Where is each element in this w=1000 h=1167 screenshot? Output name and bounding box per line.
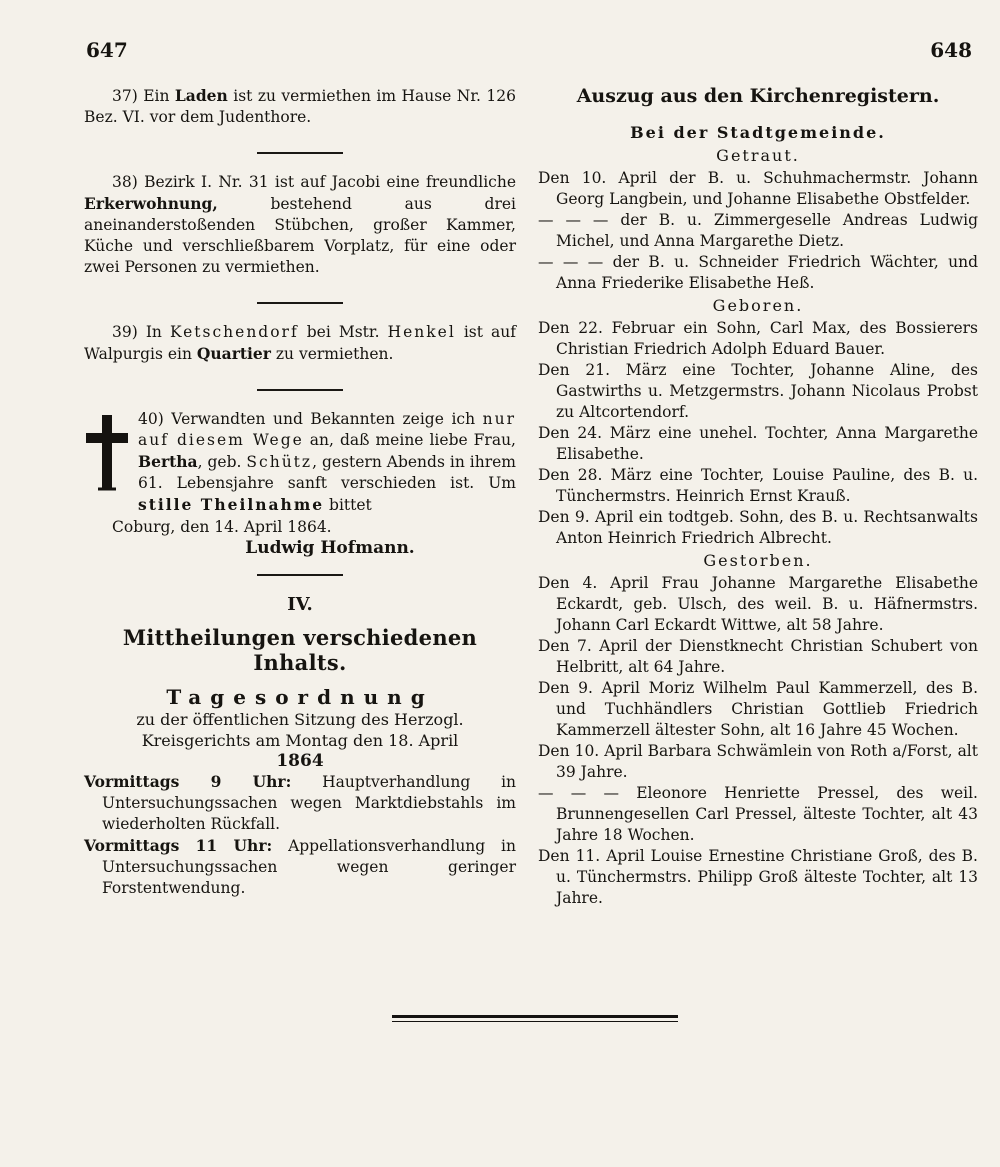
ad-39: 39) In Ketschendorf bei Mstr. Henkel ist auf Walpurgis ein Quartier zu vermiethen. bbox=[84, 323, 516, 363]
ad-40-place-date: Coburg, den 14. April 1864. bbox=[112, 518, 332, 536]
born-list bbox=[538, 318, 978, 549]
list-item: Den 10. April der B. u. Schuhmachermstr. Johann Georg Langbein, und Johanne Elisabethe Obstfelder. bbox=[538, 169, 978, 208]
closing-rule-thin bbox=[392, 1021, 678, 1022]
list-item: Den 24. März eine unehel. Tochter, Anna Margarethe Elisabethe. bbox=[538, 424, 978, 463]
ad-40-text: 40) Verwandten und Bekannten zeige ich nur auf diesem Wege an, daß meine liebe Frau, Bertha, geb. Schütz, gestern Abends in ihrem 61. Lebensjahre sanft verschieden ist. Um stille Theilnahme bittet bbox=[138, 410, 516, 514]
ad-38-keyword: Erkerwohnung, bbox=[84, 194, 218, 213]
list-item: Den 9. April ein todtgeb. Sohn, des B. u. Rechtsanwalts Anton Heinrich Friedrich Albrecht. bbox=[538, 508, 978, 547]
died-heading: Gestorben. bbox=[703, 551, 813, 570]
ad-38: 38) Bezirk I. Nr. 31 ist auf Jacobi eine freundliche Erkerwohnung, bestehend aus drei aneinanderstoßenden Stübchen, großer Kammer, Küche und verschließbarem Vorplatz, für eine oder zwei Personen zu vermiethen. bbox=[84, 173, 516, 276]
agenda-subtitle: zu der öffentlichen Sitzung des Herzogl. Kreisgerichts am Montag den 18. April bbox=[136, 710, 464, 750]
section-title: Mittheilungen verschiedenen Inhalts. bbox=[122, 625, 478, 675]
divider bbox=[257, 574, 343, 576]
agenda-title: Tagesordnung bbox=[166, 685, 434, 709]
divider bbox=[257, 389, 343, 391]
list-item: Den 28. März eine Tochter, Louise Pauline, des B. u. Tünchermstrs. Heinrich Ernst Krauß. bbox=[538, 466, 978, 505]
ad-40-obituary bbox=[84, 409, 516, 516]
page-number-left: 647 bbox=[86, 38, 128, 62]
list-item: — — — Eleonore Henriette Pressel, des weil. Brunnengesellen Carl Pressel, älteste Tochter, alt 43 Jahre 18 Wochen. bbox=[538, 784, 978, 844]
list-item: — — — der B. u. Zimmergeselle Andreas Ludwig Michel, und Anna Margarethe Dietz. bbox=[538, 211, 978, 250]
left-column bbox=[84, 85, 516, 899]
married-list bbox=[538, 168, 978, 294]
agenda-item-1: Vormittags 9 Uhr: Hauptverhandlung in Untersuchungssachen wegen Marktdiebstahls im wiederholten Rückfall. bbox=[84, 772, 517, 833]
page-number-right: 648 bbox=[930, 38, 972, 62]
list-item: Den 7. April der Dienstknecht Christian Schubert von Helbritt, alt 64 Jahre. bbox=[538, 637, 978, 676]
divider bbox=[257, 152, 343, 154]
right-column bbox=[538, 85, 978, 909]
list-item: Den 22. Februar ein Sohn, Carl Max, des Bossierers Christian Friedrich Adolph Eduard Bauer. bbox=[538, 319, 978, 358]
ad-40-signature: Ludwig Hofmann. bbox=[245, 538, 415, 558]
closing-rule bbox=[392, 1015, 678, 1018]
registry-title: Auszug aus den Kirchenregistern. bbox=[576, 85, 940, 107]
agenda-item-2: Vormittags 11 Uhr: Appellationsverhandlung in Untersuchungssachen wegen geringer Forstentwendung. bbox=[84, 836, 516, 897]
died-list bbox=[538, 573, 978, 909]
agenda-year: 1864 bbox=[276, 751, 324, 771]
section-numeral: IV. bbox=[287, 594, 313, 615]
born-heading: Geboren. bbox=[712, 296, 804, 315]
list-item: Den 21. März eine Tochter, Johanne Aline, des Gastwirths u. Metzgermstrs. Johann Nicolaus Probst zu Altcortendorf. bbox=[538, 361, 978, 421]
list-item: Den 11. April Louise Ernestine Christiane Groß, des B. u. Tünchermstrs. Philipp Groß älteste Tochter, alt 13 Jahre. bbox=[538, 847, 978, 907]
ad-37: 37) Ein Laden ist zu vermiethen im Hause Nr. 126 Bez. VI. vor dem Judenthore. bbox=[84, 86, 516, 126]
ad-37-keyword: Laden bbox=[174, 86, 228, 105]
list-item: — — — der B. u. Schneider Friedrich Wächter, und Anna Friederike Elisabethe Heß. bbox=[538, 253, 978, 292]
divider bbox=[257, 302, 343, 304]
list-item: Den 9. April Moriz Wilhelm Paul Kammerzell, des B. und Tuchhändlers Christian Gottlieb Friedrich Kammerzell ältester Sohn, alt 16 Jahre 45 Wochen. bbox=[538, 679, 978, 739]
registry-parish: Bei der Stadtgemeinde. bbox=[630, 123, 886, 142]
ad-39-keyword: Quartier bbox=[196, 344, 271, 363]
cross-icon bbox=[84, 409, 130, 516]
list-item: Den 4. April Frau Johanne Margarethe Elisabethe Eckardt, geb. Ulsch, des weil. B. u. Häfnermstrs. Johann Carl Eckardt Wittwe, alt 58 Jahre. bbox=[538, 574, 978, 634]
list-item: Den 10. April Barbara Schwämlein von Roth a/Forst, alt 39 Jahre. bbox=[538, 742, 978, 781]
married-heading: Getraut. bbox=[716, 146, 800, 165]
